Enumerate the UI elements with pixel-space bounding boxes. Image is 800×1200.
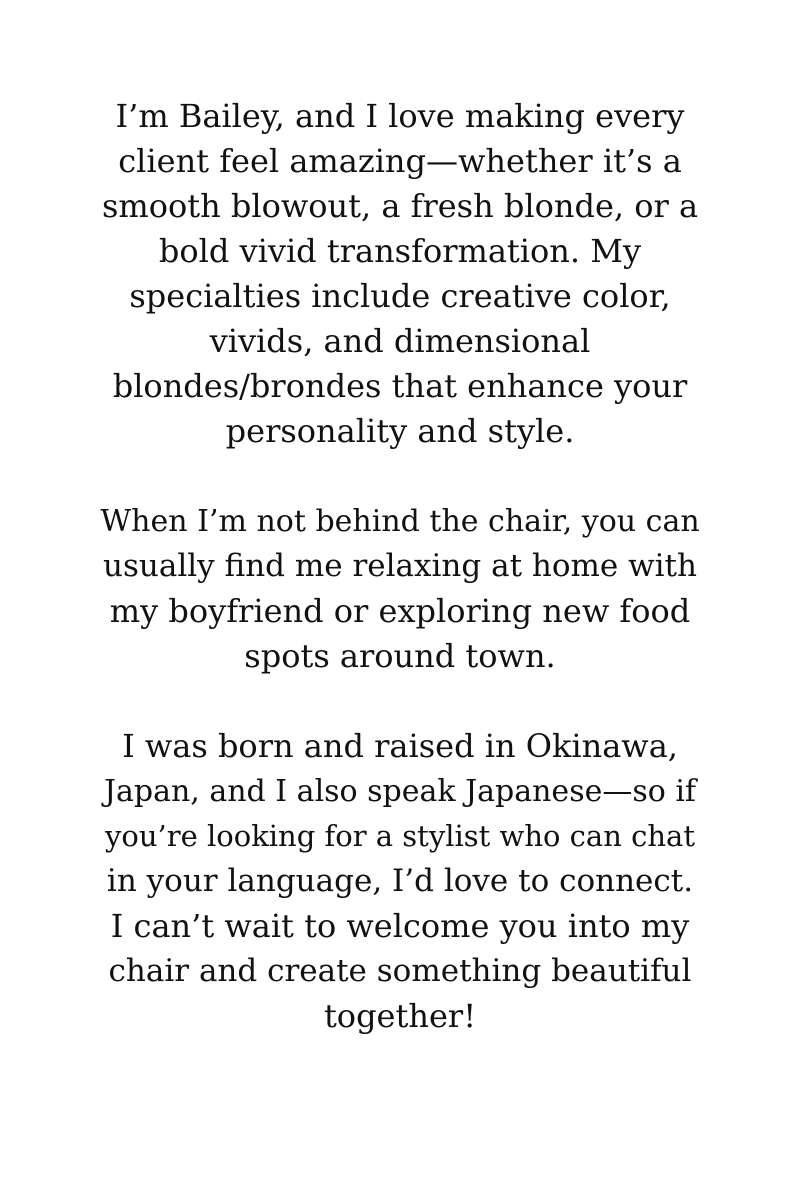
text-line: usually find me relaxing at home with [103,548,697,584]
text-line: chair and create something beautiful [108,953,692,989]
text-line: client feel amazing—whether it’s a [118,142,682,180]
paragraph-spacer [100,679,700,724]
paragraph-spacer [100,454,700,499]
bio-paragraph-intro [100,94,700,454]
text-line: spots around town. [244,637,556,675]
text-line: smooth blowout, a fresh blonde, or a [101,187,699,225]
text-line: When I’m not behind the chair, you can [100,504,700,539]
text-line: vivids, and dimensional [209,322,591,360]
text-line: I’m Bailey, and I love making every [115,97,685,135]
text-line: I can’t wait to welcome you into my [110,907,690,945]
text-line: blondes/brondes that enhance your [112,367,688,405]
text-line: bold vivid transformation. My [158,232,642,270]
text-line: in your language, I’d love to connect. [106,863,694,899]
text-line: my boyfriend or exploring new food [109,592,691,630]
bio-paragraph-free-time [100,499,700,679]
text-line: Japan, and I also speak Japanese—so if [103,774,697,809]
text-line: specialties include creative color, [129,277,671,315]
text-line: you’re looking for a stylist who can chat [105,819,695,853]
bio-text-block [100,94,700,1039]
text-line: together! [323,997,477,1035]
text-line: I was born and raised in Okinawa, [122,727,678,765]
bio-paragraph-background [100,724,700,1039]
text-line: personality and style. [225,412,575,450]
